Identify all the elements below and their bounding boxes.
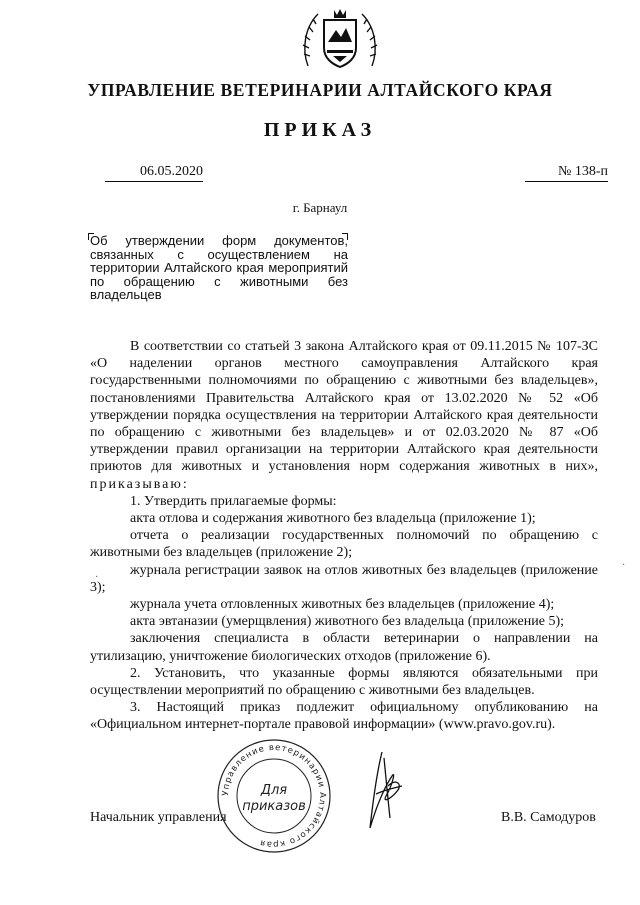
stamp-center-line1: Для [260, 783, 288, 798]
item-1: 1. Утвердить прилагаемые формы: [130, 493, 337, 509]
stamp-ring-text: Управление ветеринарии Алтайского края [220, 742, 328, 850]
item-3: 3. Настоящий приказ подлежит официальному опубликованию на «Официальном интернет-портале правовой информации» (www.pravo.gov.ru). [90, 700, 598, 733]
signer-name: В.В. Самодуров [501, 810, 596, 825]
signer-title: Начальник управления [90, 810, 227, 825]
order-subject: Об утверждении форм документов, связанных с осуществлением на территории Алтайского края мероприятий по обращению с животными без владельцев [90, 233, 348, 302]
order-number: № 138-п [525, 164, 608, 182]
stamp-center-line2: приказов [242, 799, 306, 814]
coat-of-arms-icon [300, 4, 380, 72]
preamble-text: В соответствии со статьей 3 закона Алтайского края от 09.11.2015 № 107-ЗС «О наделении органов местного самоуправления Алтайского края государственными полномочиями по обращению с животными без владельцев», постановлениями Правительства Алтайского края от 13.02.2020 № 52 «Об утверждении порядка осуществления на территории Алтайского края деятельности по обращению с животными без владельцев» и от 02.03.2020 № 87 «Об утверждении правил организации на территории Алтайского края деятельности приютов для животных и установления норм содержания животных в них», [90, 339, 598, 475]
form-item: журнала учета отловленных животных без владельцев (приложение 4); [130, 597, 555, 613]
form-item: акта отлова и содержания животного без владельца (приложение 1); [130, 511, 536, 527]
city: г. Барнаул [292, 200, 348, 215]
command-word: приказываю: [90, 476, 189, 492]
document-type: ПРИКАЗ [263, 119, 377, 141]
handwritten-signature [362, 748, 406, 832]
order-body [90, 338, 598, 734]
form-item: журнала регистрации заявок на отлов животных без владельцев (приложение 3); [90, 562, 598, 595]
order-date: 06.05.2020 [105, 164, 203, 182]
margin-tick: · [95, 572, 99, 583]
margin-tick: · [622, 560, 626, 571]
official-stamp [214, 736, 334, 856]
preamble-paragraph [90, 338, 598, 493]
form-item: заключения специалиста в области ветеринарии о направлении на утилизацию, уничтожение биологических отходов (приложение 6). [90, 631, 598, 664]
form-item: отчета о реализации государственных полномочий по обращению с животными без владельцев (приложение 2); [90, 528, 598, 561]
form-item: акта эвтаназии (умерщвления) животного без владельца (приложение 5); [130, 614, 564, 630]
item-2: 2. Установить, что указанные формы являются обязательными при осуществлении мероприятий по обращению с животными без владельцев. [90, 665, 598, 699]
organization-title: УПРАВЛЕНИЕ ВЕТЕРИНАРИИ АЛТАЙСКОГО КРАЯ [87, 80, 553, 100]
